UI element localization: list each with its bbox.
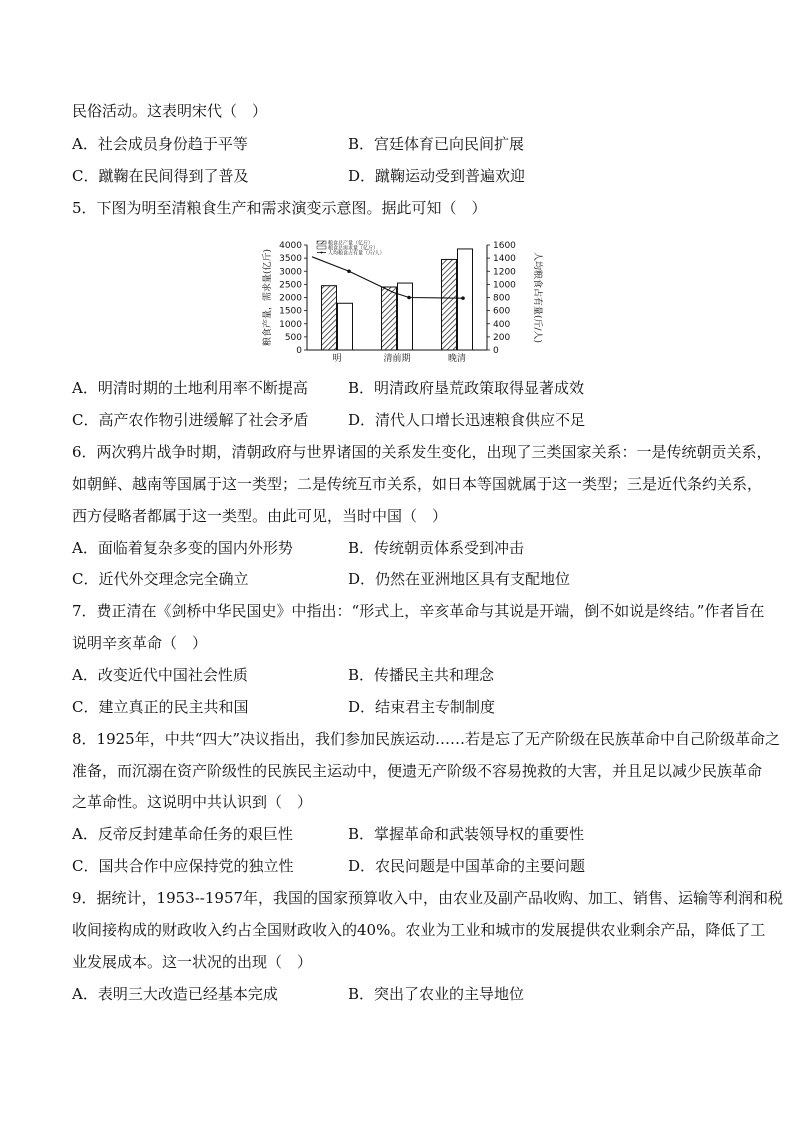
q6-option-d[interactable]: D．仍然在亚洲地区具有支配地位 bbox=[348, 570, 571, 588]
bar-demand bbox=[458, 249, 473, 350]
bar-production bbox=[442, 259, 457, 350]
q5-option-d[interactable]: D．清代人口增长迅速粮食供应不足 bbox=[348, 411, 586, 429]
y-left-tick-label: 0 bbox=[296, 346, 302, 356]
y-left-axis-title: 粮食产量，需求量(亿斤) bbox=[263, 248, 273, 347]
bar-production bbox=[322, 286, 337, 350]
y-right-tick-label: 800 bbox=[493, 293, 511, 304]
per-capita-point bbox=[347, 269, 351, 273]
q9-option-a[interactable]: A．表明三大改造已经基本完成 bbox=[72, 985, 278, 1003]
x-tick-label: 明 bbox=[332, 354, 342, 364]
q9-stem-line-3: 业发展成本。这一状况的出现（ ） bbox=[72, 953, 313, 971]
q6-option-a[interactable]: A．面临着复杂多变的国内外形势 bbox=[72, 539, 293, 557]
q8-option-d[interactable]: D．农民问题是中国革命的主要问题 bbox=[348, 857, 586, 875]
y-right-tick-label: 1600 bbox=[493, 241, 516, 251]
q5-option-c[interactable]: C．高产农作物引进缓解了社会矛盾 bbox=[72, 411, 309, 429]
q7-stem-line-2: 说明辛亥革命（ ） bbox=[72, 634, 208, 652]
y-left-tick-label: 3000 bbox=[279, 267, 302, 278]
y-left-tick-label: 4000 bbox=[279, 241, 302, 251]
q6-stem-line-3: 西方侵略者都属于这一类型。由此可见，当时中国（ ） bbox=[72, 507, 448, 525]
bar-demand bbox=[338, 303, 353, 350]
q6-option-b[interactable]: B．传统朝贡体系受到冲击 bbox=[348, 539, 525, 557]
q7-option-b[interactable]: B．传播民主共和理念 bbox=[348, 666, 495, 684]
q9-stem-line-2: 收间接构成的财政收入约占全国财政收入的40%。农业为工业和城市的发展提供农业剩余产品，降低了工 bbox=[72, 921, 766, 939]
q8-option-c[interactable]: C．国共合作中应保持党的独立性 bbox=[72, 857, 294, 875]
q8-stem-line-2: 准备，而沉溺在资产阶级性的民族民主运动中，便遗无产阶级不容易挽救的大害，并且足以减少民族革命 bbox=[72, 762, 763, 780]
x-tick-label: 清前期 bbox=[383, 354, 411, 364]
q4-option-b[interactable]: B．宫廷体育已向民间扩展 bbox=[348, 135, 525, 153]
q8-stem-line-3: 之革命性。这说明中共认识到（ ） bbox=[72, 793, 313, 811]
q6-stem-line-1: 6．两次鸦片战争时期，清朝政府与世界诸国的关系发生变化，出现了三类国家关系：一是传统朝贡关系， bbox=[72, 443, 772, 461]
bar-production bbox=[382, 287, 397, 350]
q6-stem-line-2: 如朝鲜、越南等国属于这一类型；二是传统互市关系，如日本等国就属于这一类型；三是近代条约关系， bbox=[72, 475, 763, 493]
y-right-tick-label: 1200 bbox=[493, 267, 516, 278]
legend-label: 粮食总需求量（亿斤） bbox=[328, 245, 379, 252]
legend-label: 人均粮食占有量（斤/人） bbox=[328, 250, 385, 257]
q5-stem: 5．下图为明至清粮食生产和需求演变示意图。据此可知（ ） bbox=[72, 199, 487, 217]
y-left-tick-label: 500 bbox=[284, 332, 302, 343]
y-left-tick-label: 2500 bbox=[279, 280, 302, 291]
q7-stem-line-1: 7．费正清在《剑桥中华民国史》中指出：“形式上，辛亥革命与其说是开端，倒不如说是终结。”作者旨在 bbox=[72, 602, 765, 620]
q7-option-a[interactable]: A．改变近代中国社会性质 bbox=[72, 666, 248, 684]
legend-swatch-point bbox=[321, 252, 323, 254]
q4-option-d[interactable]: D．蹴鞠运动受到普遍欢迎 bbox=[348, 167, 526, 185]
y-left-tick-label: 1500 bbox=[279, 306, 302, 317]
q5-option-a[interactable]: A．明清时期的土地利用率不断提高 bbox=[72, 379, 308, 397]
y-left-tick-label: 3500 bbox=[279, 254, 302, 265]
q5-option-b[interactable]: B．明清政府垦荒政策取得显著成效 bbox=[348, 379, 585, 397]
per-capita-point bbox=[407, 296, 411, 300]
y-right-tick-label: 1000 bbox=[493, 280, 516, 291]
legend-swatch-bar bbox=[317, 246, 326, 249]
y-right-tick-label: 400 bbox=[493, 319, 511, 330]
x-tick-label: 晚清 bbox=[447, 354, 467, 364]
q4-stem-tail: 民俗活动。这表明宋代（ ） bbox=[72, 102, 268, 120]
y-left-tick-label: 1000 bbox=[279, 319, 302, 330]
q7-option-c[interactable]: C．建立真正的民主共和国 bbox=[72, 698, 249, 716]
q8-option-b[interactable]: B．掌握革命和武装领导权的重要性 bbox=[348, 825, 585, 843]
grain-chart-svg bbox=[255, 236, 545, 364]
legend-swatch-bar bbox=[317, 241, 326, 244]
y-right-tick-label: 1400 bbox=[493, 254, 516, 265]
y-right-tick-label: 200 bbox=[493, 332, 511, 343]
grain-chart bbox=[255, 236, 545, 364]
q6-option-c[interactable]: C．近代外交理念完全确立 bbox=[72, 570, 249, 588]
y-left-tick-label: 2000 bbox=[279, 293, 302, 304]
bar-demand bbox=[398, 283, 413, 350]
q9-option-b[interactable]: B．突出了农业的主导地位 bbox=[348, 985, 525, 1003]
legend-label: 粮食总产量（亿斤） bbox=[328, 240, 374, 247]
q9-stem-line-1: 9．据统计，1953--1957年，我国的国家预算收入中，由农业及副产品收购、加工、销售、运输等利润和税 bbox=[72, 889, 784, 907]
per-capita-point bbox=[461, 296, 465, 300]
y-right-tick-label: 0 bbox=[493, 346, 499, 356]
q4-option-c[interactable]: C．蹴鞠在民间得到了普及 bbox=[72, 167, 249, 185]
q8-stem-line-1: 8．1925年，中共“四大”决议指出，我们参加民族运动……若是忘了无产阶级在民族革命中自己阶级革命之 bbox=[72, 730, 781, 748]
q4-option-a[interactable]: A．社会成员身份趋于平等 bbox=[72, 135, 248, 153]
q7-option-d[interactable]: D．结束君主专制制度 bbox=[348, 698, 496, 716]
y-right-tick-label: 600 bbox=[493, 306, 511, 317]
y-right-axis-title: 人均粮食占有量(斤/人) bbox=[532, 251, 542, 344]
q8-option-a[interactable]: A．反帝反封建革命任务的艰巨性 bbox=[72, 825, 293, 843]
